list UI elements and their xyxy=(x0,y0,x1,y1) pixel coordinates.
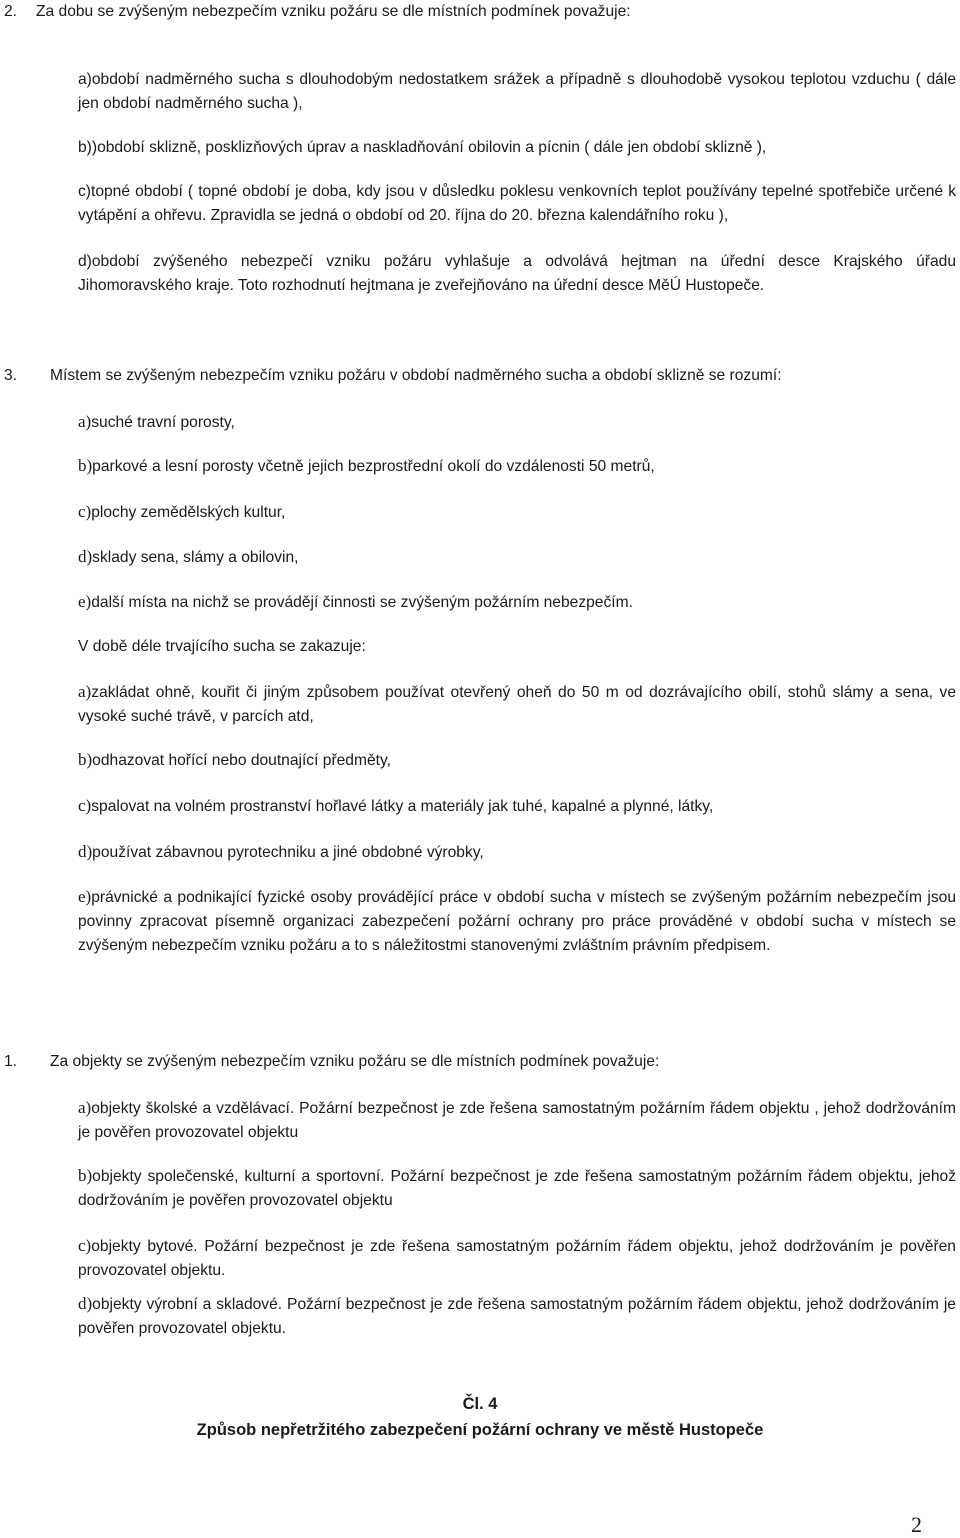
item-label: e) xyxy=(78,592,92,611)
section-1-number: 1. xyxy=(4,1053,18,1070)
list-item xyxy=(78,840,956,865)
item-text: spalovat na volném prostranství hořlavé látky a materiály jak tuhé, kapalné a plynné, látky, xyxy=(91,798,714,815)
section-3-intro: Místem se zvýšeným nebezpečím vzniku požáru v období nadměrného sucha a období sklizně se rozumí: xyxy=(50,367,782,384)
list-item xyxy=(78,136,956,160)
list-item xyxy=(78,1164,956,1213)
section-2-intro: Za dobu se zvýšeným nebezpečím vzniku požáru se dle místních podmínek považuje: xyxy=(36,3,631,20)
list-item xyxy=(78,590,956,615)
list-item xyxy=(78,794,956,819)
item-label: d) xyxy=(78,1294,93,1313)
article-number: Čl. 4 xyxy=(462,1395,498,1413)
item-label: b) xyxy=(78,456,93,475)
list-item xyxy=(78,180,956,228)
item-text: objekty výrobní a skladové. Požární bezpečnost je zde řešena samostatným požárním řádem objektu, jehož dodržováním je pověřen provozovatel objektu. xyxy=(78,1296,956,1337)
list-item xyxy=(78,250,956,298)
item-text: další místa na nichž se provádějí činnosti se zvýšeným požárním nebezpečím. xyxy=(91,594,633,611)
item-label: a) xyxy=(78,682,92,701)
item-label: a) xyxy=(78,71,92,88)
item-text: období nadměrného sucha s dlouhodobým nedostatkem srážek a případně s dlouhodobě vysokou teplotou vzduchu ( dále jen období nadměrného sucha ), xyxy=(78,71,956,112)
item-text: odhazovat hořící nebo doutnající předměty, xyxy=(92,752,391,769)
section-2-number: 2. xyxy=(4,3,18,20)
list-item xyxy=(78,1234,956,1283)
item-label: b) xyxy=(78,750,93,769)
item-text: topné období ( topné období je doba, kdy jsou v důsledku poklesu venkovních teplot používány tepelné spotřebiče určené k vytápění a ohřevu. Zpravidla se jedná o období od 20. října do 20. března kalendářního roku ), xyxy=(78,183,956,224)
item-text: suché travní porosty, xyxy=(91,414,235,431)
item-text: sklady sena, slámy a obilovin, xyxy=(92,549,299,566)
list-item xyxy=(78,1292,956,1341)
item-text: období zvýšeného nebezpečí vzniku požáru vyhlašuje a odvolává hejtman na úřední desce Krajského úřadu Jihomoravského kraje. Toto rozhodnutí hejtmana je zveřejňováno na úřední desce MěÚ Hustopeče. xyxy=(78,253,956,294)
item-label: c) xyxy=(78,1236,92,1255)
item-label: d) xyxy=(78,253,92,270)
item-label: c) xyxy=(78,796,92,815)
item-text: )období sklizně, posklizňových úprav a naskladňování obilovin a pícnin ( dále jen období sklizně ), xyxy=(91,139,767,156)
item-label: b) xyxy=(78,139,92,156)
page-number: 2 xyxy=(911,1512,922,1537)
item-label: c) xyxy=(78,502,92,521)
item-text: plochy zemědělských kultur, xyxy=(91,504,286,521)
list-item xyxy=(78,68,956,116)
item-text: parkové a lesní porosty včetně jejich bezprostřední okolí do vzdálenosti 50 metrů, xyxy=(92,458,655,475)
item-text: používat zábavnou pyrotechniku a jiné obdobné výrobky, xyxy=(92,844,484,861)
item-label: c) xyxy=(78,183,91,200)
list-item xyxy=(78,680,956,729)
list-item xyxy=(78,1096,956,1145)
article-title: Způsob nepřetržitého zabezpečení požární ochrany ve městě Hustopeče xyxy=(196,1421,764,1439)
section-3-number: 3. xyxy=(4,367,18,384)
item-label: a) xyxy=(78,412,92,431)
item-label: a) xyxy=(78,1098,92,1117)
item-text: právnické a podnikající fyzické osoby provádějící práce v období sucha v místech se zvýšeným požárním nebezpečím jsou povinny zpracovat písemně organizaci zabezpečení požární ochrany pro práce prováděné v období sucha v místech se zvýšeným nebezpečím vzniku požáru a to s náležitostmi stanovenými zvláštním právním předpisem. xyxy=(78,889,956,954)
list-item xyxy=(78,500,956,525)
item-text: objekty společenské, kulturní a sportovní. Požární bezpečnost je zde řešena samostatným požárním řádem objektu, jehož dodržováním je pověřen provozovatel objektu xyxy=(78,1168,956,1209)
item-text: objekty bytové. Požární bezpečnost je zde řešena samostatným požárním řádem objektu, jehož dodržováním je pověřen provozovatel objektu. xyxy=(78,1238,956,1279)
list-item xyxy=(78,410,956,435)
item-text: zakládat ohně, kouřit či jiným způsobem používat otevřený oheň do 50 m od dozrávajícího obilí, stohů slámy a sena, ve vysoké suché trávě, v parcích atd, xyxy=(78,684,956,725)
list-item xyxy=(78,748,956,773)
item-text: objekty školské a vzdělávací. Požární bezpečnost je zde řešena samostatným požárním řádem objektu , jehož dodržováním je pověřen provozovatel objektu xyxy=(78,1100,956,1141)
ban-intro: V době déle trvajícího sucha se zakazuje: xyxy=(78,638,366,655)
item-label: b) xyxy=(78,1166,93,1185)
item-label: d) xyxy=(78,842,93,861)
section-1-intro: Za objekty se zvýšeným nebezpečím vzniku požáru se dle místních podmínek považuje: xyxy=(50,1053,660,1070)
list-item xyxy=(78,545,956,570)
list-item xyxy=(78,454,956,479)
item-label: d) xyxy=(78,547,93,566)
item-label: e) xyxy=(78,887,92,906)
list-item xyxy=(78,885,956,958)
